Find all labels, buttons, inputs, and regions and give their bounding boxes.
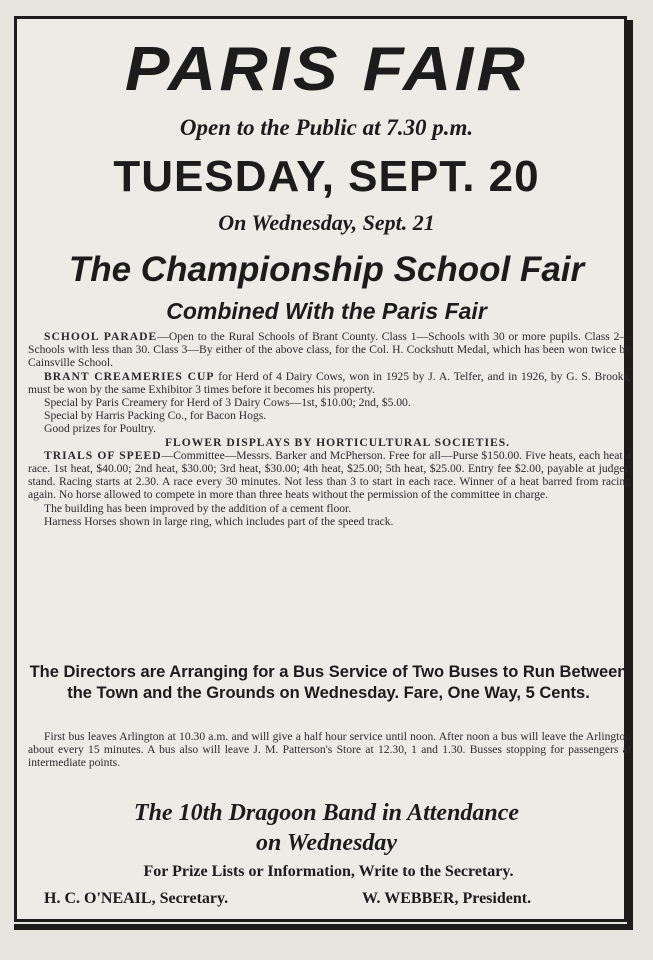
- building-note: The building has been improved by the addition of a cement floor.: [44, 501, 352, 515]
- band-line-2: on Wednesday: [255, 830, 398, 856]
- headline: PARIS FAIR: [124, 35, 529, 104]
- creameries-cup-lead: BRANT CREAMERIES CUP: [44, 369, 215, 383]
- creameries-cup: [28, 370, 631, 396]
- bus-heading: The Directors are Arranging for a Bus Service of Two Buses to Run Between the Town and the Grounds on Wednesday. Fare, One Way, 5 Cents.: [29, 663, 628, 702]
- frame-shadow-bottom: [14, 924, 633, 930]
- special-creamery: Special by Paris Creamery for Herd of 3 Dairy Cows—1st, $10.00; 2nd, $5.00.: [44, 396, 411, 410]
- open-line: Open to the Public at 7.30 p.m.: [179, 115, 474, 140]
- fair-details: [28, 330, 631, 528]
- date-main: TUESDAY, SEPT. 20: [113, 152, 540, 201]
- flower-displays: FLOWER DISPLAYS BY HORTICULTURAL SOCIETIES.: [164, 435, 511, 449]
- special-harris: Special by Harris Packing Co., for Bacon Hogs.: [44, 409, 267, 423]
- school-parade: [28, 330, 631, 370]
- creameries-cup-text: for Herd of 4 Dairy Cows, won in 1925 by J. A. Telfer, and in 1926, by G. S. Brooks, must be won by the same Exhibitor 3 times before it becomes his property.: [28, 369, 631, 396]
- poultry-note: Good prizes for Poultry.: [44, 422, 156, 436]
- bus-detail-block: [28, 730, 631, 770]
- harness-note: Harness Horses shown in large ring, which includes part of the speed track.: [44, 514, 394, 528]
- band-line-1: The 10th Dragoon Band in Attendance: [133, 800, 520, 826]
- school-fair-title: The Championship School Fair: [68, 250, 585, 289]
- trials-of-speed-lead: TRIALS OF SPEED: [44, 448, 162, 462]
- school-parade-lead: SCHOOL PARADE: [44, 330, 158, 343]
- trials-of-speed: [28, 449, 631, 502]
- president-signature: W. WEBBER, President.: [362, 890, 532, 907]
- school-parade-text: —Open to the Rural Schools of Brant County. Class 1—Schools with 30 or more pupils. Class 2—Schools with less than 30. Class 3—By either of the above class, for the Col. H. Cockshutt Medal, which has been won twice by Cainsville School.: [28, 330, 631, 370]
- bus-detail: First bus leaves Arlington at 10.30 a.m. and will give a half hour service until noon. After noon a bus will leave the Arlington about every 15 minutes. A bus also will leave J. M. Patterson's Store at 12.30, 1 and 1.30. Busses stopping for passengers at intermediate points.: [28, 730, 631, 770]
- trials-of-speed-text: —Committee—Messrs. Barker and McPherson. Free for all—Purse $150.00. Five heats, each heat a race. 1st heat, $40.00; 2nd heat, $30.00; 3rd heat, $30.00; 4th heat, $25.00; 5th heat, $25.00. Entry fee $2.00, payable at judges' stand. Racing starts at 2.30. A race every 30 minutes. Not less than 3 to start in each race. Winner of a heat barred from racing again. No horse allowed to compete in more than three heats without the permission of the committee in charge.: [28, 448, 631, 502]
- combined-line: Combined With the Paris Fair: [166, 298, 487, 324]
- secretary-signature: H. C. O'NEAIL, Secretary.: [44, 890, 229, 907]
- date-second: On Wednesday, Sept. 21: [218, 210, 435, 235]
- prize-lists: For Prize Lists or Information, Write to the Secretary.: [143, 863, 514, 880]
